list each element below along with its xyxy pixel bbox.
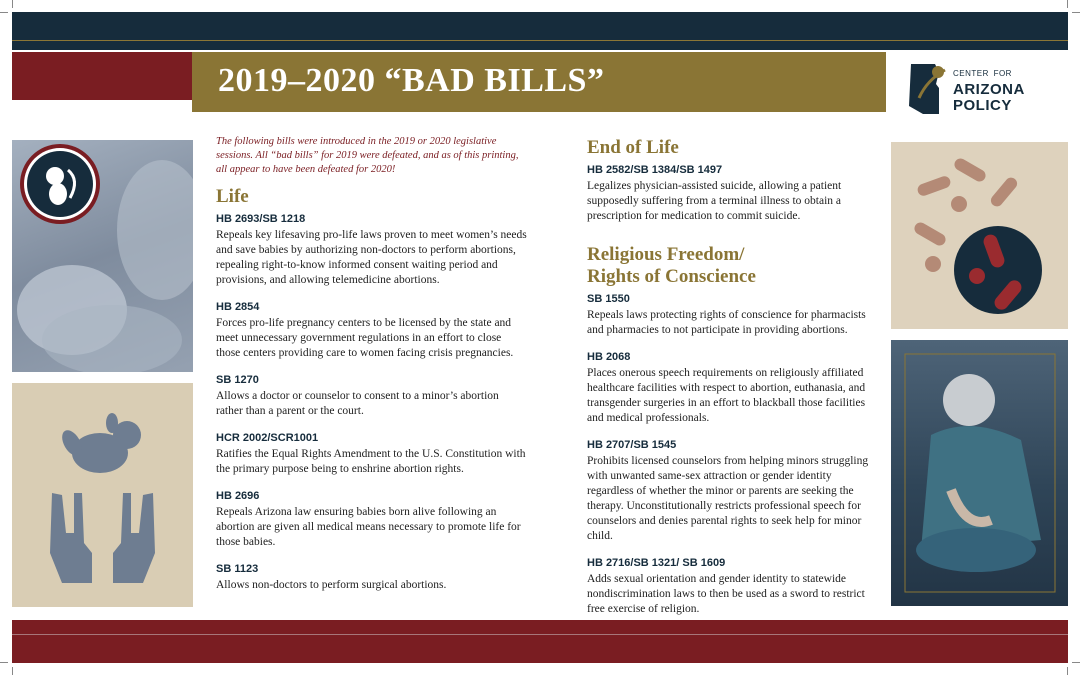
section-heading-rights-of-conscience: Rights of Conscience	[587, 266, 756, 287]
bill-item	[587, 350, 875, 426]
bill-item	[216, 212, 528, 288]
crop-mark	[0, 662, 8, 663]
grieving-doctor-photo	[891, 340, 1068, 606]
bill-description: Allows a doctor or counselor to consent to a minor’s abortion rather than a parent or the court.	[216, 390, 499, 417]
top-band	[12, 12, 1068, 50]
left-accent-band	[12, 52, 192, 100]
bill-id: HB 2693/SB 1218	[216, 213, 306, 225]
crop-mark	[12, 0, 13, 8]
page-title: 2019–2020 “BAD BILLS”	[218, 62, 605, 99]
pills-panel	[891, 142, 1068, 329]
section-heading-end-of-life: End of Life	[587, 137, 679, 158]
bill-description: Places onerous speech requirements on religiously affiliated healthcare facilities with respect to abortion, euthanasia, and transgender surgeries in an effort to blackball those facilities and medical professionals.	[587, 367, 866, 424]
right-text-column	[587, 137, 875, 629]
baby-in-hands-icon	[12, 383, 193, 607]
bill-description: Legalizes physician-assisted suicide, allowing a patient supposedly suffering from a terminal illness to obtain a prescription for medication to commit suicide.	[587, 180, 842, 222]
baby-in-hands-panel	[12, 383, 193, 607]
bill-id: HB 2716/SB 1321/ SB 1609	[587, 557, 726, 569]
bill-description: Repeals Arizona law ensuring babies born alive following an abortion are given all medical means necessary to promote life for those babies.	[216, 506, 521, 548]
bottom-band	[12, 620, 1068, 663]
logo-line1-small: FOR	[993, 69, 1012, 78]
bill-item	[587, 438, 875, 544]
crop-mark	[1072, 662, 1080, 663]
logo-line1: CENTER	[953, 69, 989, 78]
bill-description: Forces pro-life pregnancy centers to be licensed by the state and meet unnecessary government regulations in an effort to close those centers providing care to women facing crisis pregnancies.	[216, 317, 514, 359]
section-heading-life: Life	[216, 186, 249, 207]
bill-id: HCR 2002/SCR1001	[216, 432, 319, 444]
crop-mark	[1067, 0, 1068, 8]
bill-item	[587, 556, 875, 617]
bill-id: HB 2582/SB 1384/SB 1497	[587, 164, 723, 176]
bill-description: Repeals key lifesaving pro-life laws proven to meet women’s needs and save babies by authorizing non-doctors to perform abortions, repealing right-to-know informed consent waiting period and provisions, and allowing telemedicine abortions.	[216, 229, 527, 286]
section-heading-religious-freedom: Religious Freedom/	[587, 244, 745, 265]
bill-id: SB 1270	[216, 374, 259, 386]
crop-mark	[1072, 12, 1080, 13]
bill-id: SB 1550	[587, 293, 630, 305]
bill-id: HB 2854	[216, 301, 260, 313]
crop-mark	[1067, 667, 1068, 675]
center-for-arizona-policy-logo	[905, 56, 1065, 120]
bill-description: Ratifies the Equal Rights Amendment to the U.S. Constitution with the primary purpose being to enshrine abortion rights.	[216, 448, 526, 475]
bill-item	[216, 431, 528, 477]
bill-item	[216, 373, 528, 419]
bill-description: Allows non-doctors to perform surgical abortions.	[216, 579, 447, 591]
bill-description: Adds sexual orientation and gender identity to statewide nondiscrimination laws to then be used as a sword to restrict free exercise of religion.	[587, 573, 865, 615]
logo-line3: POLICY	[953, 97, 1012, 114]
bill-item	[216, 562, 528, 593]
bill-id: HB 2707/SB 1545	[587, 439, 677, 451]
bill-item	[587, 163, 875, 224]
bill-item	[216, 489, 528, 550]
bill-id: HB 2696	[216, 490, 260, 502]
bill-description: Repeals laws protecting rights of conscience for pharmacists and pharmacies to not participate in providing abortions.	[587, 309, 866, 336]
crop-mark	[0, 12, 8, 13]
bill-id: SB 1123	[216, 563, 259, 575]
crop-mark	[12, 667, 13, 675]
intro-note: The following bills were introduced in the 2019 or 2020 legislative sessions. All “bad bills” for 2019 were defeated, and as of this printing, all appear to have been defeated for 2020!	[216, 136, 519, 175]
logo-line2: ARIZONA	[953, 81, 1025, 98]
top-rule	[12, 40, 1068, 41]
bill-item	[587, 292, 875, 338]
bill-item	[216, 300, 528, 361]
bill-description: Prohibits licensed counselors from helping minors struggling with unwanted same-sex attraction or gender identity regardless of whether the minor or parents are seeking the therapy. Unconstitutionally restricts professional speech for counselors and denies parental rights to seek help for minor child.	[587, 455, 869, 542]
arizona-logo-icon	[905, 58, 951, 118]
mother-baby-photo	[12, 140, 193, 372]
bottom-rule	[12, 634, 1068, 635]
bill-id: HB 2068	[587, 351, 631, 363]
life-column	[216, 186, 528, 605]
pills-icon	[891, 142, 1068, 329]
